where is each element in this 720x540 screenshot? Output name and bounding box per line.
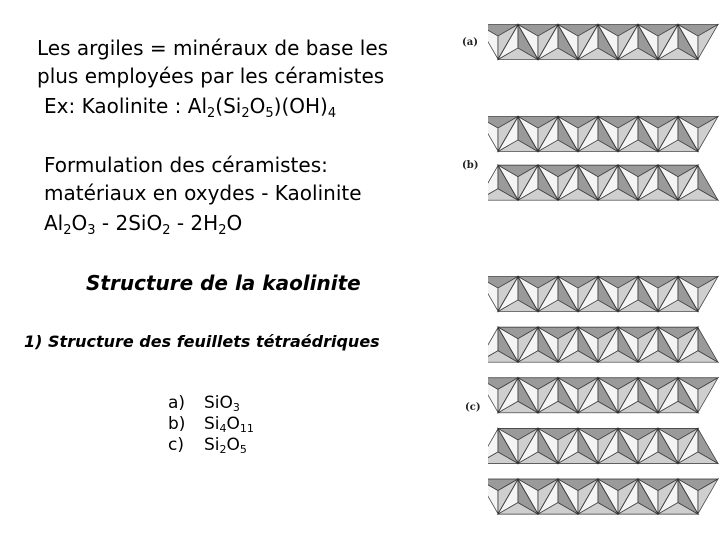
list-item (168, 435, 254, 456)
formula-list (168, 393, 254, 456)
intro-line-3 (44, 94, 337, 121)
formulation-line-2: matériaux en oxydes - Kaolinite (44, 181, 362, 205)
formula-text: )(OH) (273, 94, 328, 118)
figure-tag-c: (c) (465, 402, 481, 413)
formula-text: O (71, 211, 88, 235)
formula-sub: 3 (87, 223, 96, 238)
formulation-line-3 (44, 211, 243, 238)
formula-text: O (226, 435, 240, 455)
tetrahedra-sheet-c (488, 258, 720, 540)
intro-line-3-prefix: Ex: Kaolinite : Al (44, 94, 208, 118)
formula-text: - 2SiO (95, 211, 163, 235)
formula-text: SiO (204, 393, 233, 413)
figure-tag-a: (a) (462, 37, 478, 48)
formula-sub: 2 (63, 223, 72, 238)
subheading: 1) Structure des feuillets tétraédriques (24, 332, 380, 351)
formula-sub: 2 (162, 223, 171, 238)
formula-sub: 5 (265, 106, 274, 121)
formula-sub: 11 (239, 422, 254, 435)
tetrahedra-chain-a (488, 0, 720, 90)
formula-sub: 5 (239, 443, 247, 456)
formula-text: O (226, 211, 243, 235)
list-item-label: b) (168, 414, 186, 434)
formula-sub: 2 (241, 106, 250, 121)
formulation-line-1: Formulation des céramistes: (44, 153, 328, 177)
formula-sub: 4 (219, 422, 227, 435)
structure-title: Structure de la kaolinite (86, 271, 361, 295)
tetrahedra-double-chain-b (488, 100, 720, 225)
formula-sub: 4 (327, 106, 337, 121)
list-item-label: a) (168, 393, 186, 413)
formula-sub: 2 (218, 223, 227, 238)
formula-text: - 2H (170, 211, 219, 235)
formula-sub: 2 (219, 443, 227, 456)
formula-text: (Si (215, 94, 242, 118)
intro-line-2: plus employées par les céramistes (37, 64, 385, 88)
list-item (168, 414, 254, 435)
formula-text: Si (204, 435, 220, 455)
formula-text: Al (44, 211, 64, 235)
figure-tag-b: (b) (462, 160, 479, 171)
intro-line-1: Les argiles = minéraux de base les (37, 36, 389, 60)
formula-sub: 3 (232, 401, 240, 414)
formula-text: Si (204, 414, 220, 434)
list-item (168, 393, 254, 414)
formula-text: O (226, 414, 240, 434)
formula-sub: 2 (207, 106, 216, 121)
formula-text: O (249, 94, 266, 118)
list-item-label: c) (168, 435, 184, 455)
